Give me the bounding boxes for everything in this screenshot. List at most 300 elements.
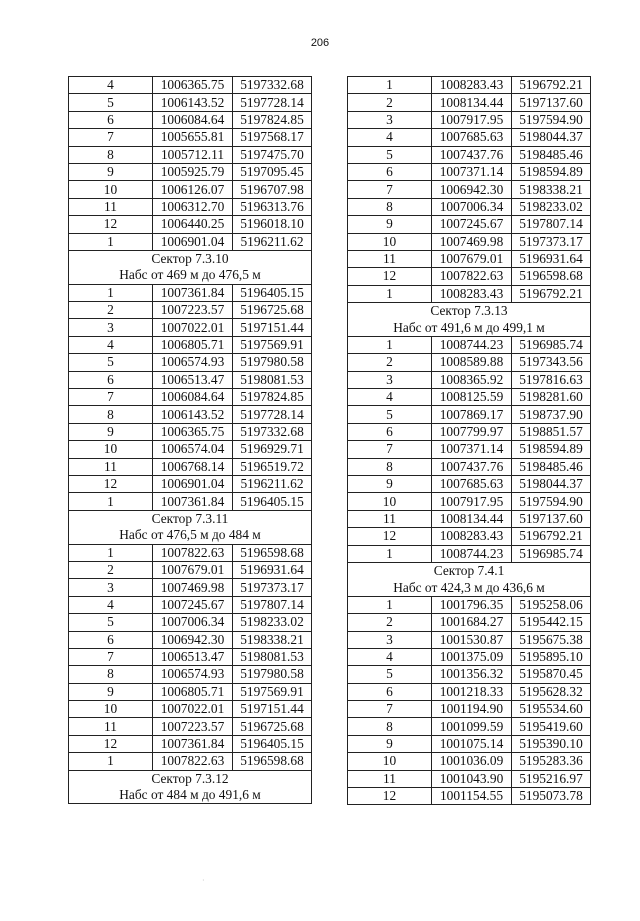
point-number-cell: 9 (69, 683, 153, 700)
sector-range: Набс от 476,5 м до 484 м (69, 527, 312, 544)
table-row (348, 683, 591, 700)
x-coordinate-cell: 1007371.14 (432, 163, 512, 180)
x-coordinate-cell: 1007371.14 (432, 441, 512, 458)
y-coordinate-cell: 5197807.14 (512, 216, 591, 233)
point-number-cell: 2 (69, 302, 153, 319)
x-coordinate-cell: 1007822.63 (153, 753, 233, 770)
point-number-cell: 12 (348, 528, 432, 545)
x-coordinate-cell: 1006513.47 (153, 371, 233, 388)
x-coordinate-cell: 1007799.97 (432, 423, 512, 440)
table-row (69, 475, 312, 492)
point-number-cell: 1 (69, 493, 153, 510)
y-coordinate-cell: 5196519.72 (233, 458, 312, 475)
point-number-cell: 7 (348, 181, 432, 198)
y-coordinate-cell: 5195442.15 (512, 614, 591, 631)
y-coordinate-cell: 5198338.21 (233, 631, 312, 648)
point-number-cell: 8 (348, 198, 432, 215)
table-row (69, 181, 312, 198)
table-row (69, 389, 312, 406)
point-number-cell: 10 (348, 233, 432, 250)
x-coordinate-cell: 1001218.33 (432, 683, 512, 700)
y-coordinate-cell: 5197594.90 (512, 111, 591, 128)
sector-header-row (69, 770, 312, 787)
table-row (69, 718, 312, 735)
point-number-cell: 8 (69, 406, 153, 423)
table-row (348, 250, 591, 267)
x-coordinate-cell: 1006768.14 (153, 458, 233, 475)
table-row (69, 666, 312, 683)
y-coordinate-cell: 5196985.74 (512, 545, 591, 562)
point-number-cell: 6 (69, 371, 153, 388)
x-coordinate-cell: 1006574.04 (153, 441, 233, 458)
sector-range: Набс от 469 м до 476,5 м (69, 267, 312, 284)
x-coordinate-cell: 1006084.64 (153, 389, 233, 406)
point-number-cell: 6 (348, 683, 432, 700)
table-row (348, 596, 591, 613)
table-row (348, 198, 591, 215)
y-coordinate-cell: 5196931.64 (512, 250, 591, 267)
x-coordinate-cell: 1006942.30 (432, 181, 512, 198)
table-row (348, 735, 591, 752)
y-coordinate-cell: 5195283.36 (512, 753, 591, 770)
x-coordinate-cell: 1006942.30 (153, 631, 233, 648)
x-coordinate-cell: 1006365.75 (153, 423, 233, 440)
point-number-cell: 6 (69, 111, 153, 128)
point-number-cell: 5 (348, 666, 432, 683)
y-coordinate-cell: 5195534.60 (512, 701, 591, 718)
sector-header-row (69, 250, 312, 267)
table-row (69, 423, 312, 440)
y-coordinate-cell: 5196211.62 (233, 233, 312, 250)
point-number-cell: 5 (69, 354, 153, 371)
x-coordinate-cell: 1008589.88 (432, 354, 512, 371)
x-coordinate-cell: 1001356.32 (432, 666, 512, 683)
y-coordinate-cell: 5198485.46 (512, 146, 591, 163)
table-row (69, 146, 312, 163)
table-row (348, 753, 591, 770)
y-coordinate-cell: 5197475.70 (233, 146, 312, 163)
y-coordinate-cell: 5196598.68 (233, 544, 312, 561)
x-coordinate-cell: 1007917.95 (432, 111, 512, 128)
x-coordinate-cell: 1008283.43 (432, 285, 512, 302)
point-number-cell: 8 (348, 718, 432, 735)
sector-header-row (69, 787, 312, 804)
y-coordinate-cell: 5196985.74 (512, 336, 591, 353)
x-coordinate-cell: 1007022.01 (153, 701, 233, 718)
table-row (348, 458, 591, 475)
table-row (348, 493, 591, 510)
table-row (348, 94, 591, 111)
x-coordinate-cell: 1006805.71 (153, 683, 233, 700)
point-number-cell: 12 (69, 216, 153, 233)
y-coordinate-cell: 5195258.06 (512, 596, 591, 613)
y-coordinate-cell: 5198044.37 (512, 129, 591, 146)
page-number: 206 (310, 37, 330, 49)
table-row (348, 233, 591, 250)
table-row (348, 336, 591, 353)
point-number-cell: 7 (69, 389, 153, 406)
x-coordinate-cell: 1007469.98 (153, 579, 233, 596)
point-number-cell: 1 (69, 753, 153, 770)
y-coordinate-cell: 5197332.68 (233, 423, 312, 440)
x-coordinate-cell: 1006143.52 (153, 406, 233, 423)
sector-range: Набс от 491,6 м до 499,1 м (348, 319, 591, 336)
x-coordinate-cell: 1006143.52 (153, 94, 233, 111)
table-row (69, 561, 312, 578)
table-row (348, 268, 591, 285)
sector-header-row (348, 303, 591, 320)
x-coordinate-cell: 1001684.27 (432, 614, 512, 631)
y-coordinate-cell: 5196211.62 (233, 475, 312, 492)
x-coordinate-cell: 1007679.01 (432, 250, 512, 267)
x-coordinate-cell: 1007469.98 (432, 233, 512, 250)
y-coordinate-cell: 5198338.21 (512, 181, 591, 198)
y-coordinate-cell: 5196313.76 (233, 198, 312, 215)
x-coordinate-cell: 1006901.04 (153, 475, 233, 492)
y-coordinate-cell: 5196725.68 (233, 302, 312, 319)
table-row (348, 441, 591, 458)
point-number-cell: 12 (69, 475, 153, 492)
table-row (69, 111, 312, 128)
sector-range: Набс от 484 м до 491,6 м (69, 787, 312, 804)
x-coordinate-cell: 1008134.44 (432, 510, 512, 527)
y-coordinate-cell: 5198281.60 (512, 389, 591, 406)
table-row (348, 788, 591, 805)
point-number-cell: 4 (348, 129, 432, 146)
y-coordinate-cell: 5196931.64 (233, 561, 312, 578)
y-coordinate-cell: 5197569.91 (233, 683, 312, 700)
point-number-cell: 10 (69, 441, 153, 458)
y-coordinate-cell: 5198044.37 (512, 475, 591, 492)
point-number-cell: 1 (69, 284, 153, 301)
table-row (69, 198, 312, 215)
table-row (69, 163, 312, 180)
x-coordinate-cell: 1007917.95 (432, 493, 512, 510)
table-row (69, 406, 312, 423)
point-number-cell: 6 (69, 631, 153, 648)
x-coordinate-cell: 1001099.59 (432, 718, 512, 735)
point-number-cell: 12 (69, 735, 153, 752)
sector-header-row (69, 510, 312, 527)
y-coordinate-cell: 5197151.44 (233, 701, 312, 718)
x-coordinate-cell: 1008365.92 (432, 371, 512, 388)
x-coordinate-cell: 1001796.35 (432, 596, 512, 613)
sector-title: Сектор 7.3.10 (69, 250, 312, 267)
x-coordinate-cell: 1007822.63 (153, 544, 233, 561)
x-coordinate-cell: 1008125.59 (432, 389, 512, 406)
table-row (348, 285, 591, 302)
sector-title: Сектор 7.3.13 (348, 303, 591, 320)
point-number-cell: 4 (348, 648, 432, 665)
point-number-cell: 10 (348, 493, 432, 510)
table-row (348, 216, 591, 233)
table-row (69, 648, 312, 665)
table-row (69, 319, 312, 336)
y-coordinate-cell: 5198594.89 (512, 441, 591, 458)
y-coordinate-cell: 5197816.63 (512, 371, 591, 388)
x-coordinate-cell: 1007245.67 (432, 216, 512, 233)
sector-title: Сектор 7.3.12 (69, 770, 312, 787)
y-coordinate-cell: 5197137.60 (512, 510, 591, 527)
point-number-cell: 11 (69, 458, 153, 475)
sector-header-row (348, 562, 591, 579)
table-row (69, 753, 312, 770)
x-coordinate-cell: 1001043.90 (432, 770, 512, 787)
y-coordinate-cell: 5197568.17 (233, 129, 312, 146)
y-coordinate-cell: 5195895.10 (512, 648, 591, 665)
table-row (348, 111, 591, 128)
table-row (69, 354, 312, 371)
point-number-cell: 11 (348, 250, 432, 267)
x-coordinate-cell: 1006126.07 (153, 181, 233, 198)
point-number-cell: 1 (69, 233, 153, 250)
x-coordinate-cell: 1007006.34 (153, 614, 233, 631)
table-row (348, 475, 591, 492)
point-number-cell: 2 (348, 94, 432, 111)
point-number-cell: 6 (348, 163, 432, 180)
table-row (69, 216, 312, 233)
x-coordinate-cell: 1006574.93 (153, 666, 233, 683)
y-coordinate-cell: 5198233.02 (512, 198, 591, 215)
y-coordinate-cell: 5196405.15 (233, 284, 312, 301)
y-coordinate-cell: 5198851.57 (512, 423, 591, 440)
point-number-cell: 3 (69, 579, 153, 596)
table-row (348, 510, 591, 527)
point-number-cell: 1 (348, 545, 432, 562)
x-coordinate-cell: 1006901.04 (153, 233, 233, 250)
table-row (348, 423, 591, 440)
point-number-cell: 9 (348, 216, 432, 233)
x-coordinate-cell: 1008283.43 (432, 77, 512, 94)
x-coordinate-cell: 1007223.57 (153, 302, 233, 319)
y-coordinate-cell: 5195628.32 (512, 683, 591, 700)
y-coordinate-cell: 5198081.53 (233, 648, 312, 665)
point-number-cell: 1 (348, 285, 432, 302)
x-coordinate-cell: 1007685.63 (432, 475, 512, 492)
point-number-cell: 5 (69, 94, 153, 111)
point-number-cell: 8 (69, 146, 153, 163)
sector-header-row (69, 267, 312, 284)
sector-header-row (348, 579, 591, 596)
table-row (69, 441, 312, 458)
table-row (348, 389, 591, 406)
table-row (348, 545, 591, 562)
table-row (348, 648, 591, 665)
point-number-cell: 12 (348, 268, 432, 285)
y-coordinate-cell: 5198081.53 (233, 371, 312, 388)
y-coordinate-cell: 5195390.10 (512, 735, 591, 752)
table-row (348, 614, 591, 631)
point-number-cell: 5 (69, 614, 153, 631)
table-row (348, 371, 591, 388)
y-coordinate-cell: 5197980.58 (233, 666, 312, 683)
y-coordinate-cell: 5197824.85 (233, 111, 312, 128)
coordinates-table-left (68, 76, 312, 804)
x-coordinate-cell: 1006365.75 (153, 77, 233, 94)
sector-title: Сектор 7.3.11 (69, 510, 312, 527)
x-coordinate-cell: 1008283.43 (432, 528, 512, 545)
x-coordinate-cell: 1005712.11 (153, 146, 233, 163)
table-row (69, 631, 312, 648)
table-row (348, 528, 591, 545)
y-coordinate-cell: 5195073.78 (512, 788, 591, 805)
x-coordinate-cell: 1007223.57 (153, 718, 233, 735)
point-number-cell: 10 (69, 181, 153, 198)
point-number-cell: 11 (348, 770, 432, 787)
table-row (69, 544, 312, 561)
y-coordinate-cell: 5196598.68 (233, 753, 312, 770)
sector-header-row (348, 319, 591, 336)
x-coordinate-cell: 1001075.14 (432, 735, 512, 752)
point-number-cell: 11 (69, 718, 153, 735)
table-row (69, 596, 312, 613)
y-coordinate-cell: 5197373.17 (233, 579, 312, 596)
x-coordinate-cell: 1007245.67 (153, 596, 233, 613)
point-number-cell: 4 (348, 389, 432, 406)
x-coordinate-cell: 1005655.81 (153, 129, 233, 146)
table-row (69, 371, 312, 388)
y-coordinate-cell: 5197807.14 (233, 596, 312, 613)
x-coordinate-cell: 1007869.17 (432, 406, 512, 423)
y-coordinate-cell: 5196725.68 (233, 718, 312, 735)
x-coordinate-cell: 1007361.84 (153, 493, 233, 510)
x-coordinate-cell: 1007361.84 (153, 284, 233, 301)
point-number-cell: 2 (348, 354, 432, 371)
point-number-cell: 1 (348, 77, 432, 94)
point-number-cell: 4 (69, 336, 153, 353)
x-coordinate-cell: 1006574.93 (153, 354, 233, 371)
y-coordinate-cell: 5197332.68 (233, 77, 312, 94)
table-row (348, 406, 591, 423)
y-coordinate-cell: 5198233.02 (233, 614, 312, 631)
point-number-cell: 8 (348, 458, 432, 475)
point-number-cell: 12 (348, 788, 432, 805)
x-coordinate-cell: 1007437.76 (432, 146, 512, 163)
table-row (69, 735, 312, 752)
x-coordinate-cell: 1006513.47 (153, 648, 233, 665)
table-row (69, 579, 312, 596)
y-coordinate-cell: 5196598.68 (512, 268, 591, 285)
point-number-cell: 7 (348, 701, 432, 718)
point-number-cell: 11 (348, 510, 432, 527)
y-coordinate-cell: 5198485.46 (512, 458, 591, 475)
table-row (348, 77, 591, 94)
x-coordinate-cell: 1008134.44 (432, 94, 512, 111)
point-number-cell: 7 (69, 648, 153, 665)
x-coordinate-cell: 1005925.79 (153, 163, 233, 180)
y-coordinate-cell: 5198594.89 (512, 163, 591, 180)
table-row (69, 94, 312, 111)
table-row (348, 146, 591, 163)
x-coordinate-cell: 1001530.87 (432, 631, 512, 648)
x-coordinate-cell: 1007822.63 (432, 268, 512, 285)
y-coordinate-cell: 5197728.14 (233, 406, 312, 423)
table-row (348, 181, 591, 198)
table-row (69, 77, 312, 94)
x-coordinate-cell: 1008744.23 (432, 545, 512, 562)
y-coordinate-cell: 5197728.14 (233, 94, 312, 111)
y-coordinate-cell: 5196792.21 (512, 528, 591, 545)
table-row (69, 129, 312, 146)
table-row (69, 302, 312, 319)
point-number-cell: 3 (348, 631, 432, 648)
table-row (348, 770, 591, 787)
point-number-cell: 7 (348, 441, 432, 458)
sector-title: Сектор 7.4.1 (348, 562, 591, 579)
point-number-cell: 3 (348, 371, 432, 388)
table-row (348, 718, 591, 735)
table-row (69, 683, 312, 700)
y-coordinate-cell: 5195419.60 (512, 718, 591, 735)
table-row (69, 701, 312, 718)
point-number-cell: 5 (348, 146, 432, 163)
point-number-cell: 1 (348, 596, 432, 613)
y-coordinate-cell: 5197095.45 (233, 163, 312, 180)
point-number-cell: 2 (348, 614, 432, 631)
table-row (69, 284, 312, 301)
y-coordinate-cell: 5198737.90 (512, 406, 591, 423)
point-number-cell: 6 (348, 423, 432, 440)
point-number-cell: 3 (348, 111, 432, 128)
table-row (348, 701, 591, 718)
y-coordinate-cell: 5196792.21 (512, 285, 591, 302)
y-coordinate-cell: 5195675.38 (512, 631, 591, 648)
y-coordinate-cell: 5197151.44 (233, 319, 312, 336)
x-coordinate-cell: 1008744.23 (432, 336, 512, 353)
x-coordinate-cell: 1006805.71 (153, 336, 233, 353)
point-number-cell: 5 (348, 406, 432, 423)
table-row (69, 336, 312, 353)
y-coordinate-cell: 5196018.10 (233, 216, 312, 233)
y-coordinate-cell: 5197137.60 (512, 94, 591, 111)
point-number-cell: 1 (348, 336, 432, 353)
point-number-cell: 1 (69, 544, 153, 561)
table-row (348, 666, 591, 683)
point-number-cell: 10 (69, 701, 153, 718)
y-coordinate-cell: 5196405.15 (233, 493, 312, 510)
x-coordinate-cell: 1001036.09 (432, 753, 512, 770)
x-coordinate-cell: 1001375.09 (432, 648, 512, 665)
point-number-cell: 7 (69, 129, 153, 146)
y-coordinate-cell: 5197594.90 (512, 493, 591, 510)
table-row (348, 631, 591, 648)
point-number-cell: 3 (69, 319, 153, 336)
point-number-cell: 4 (69, 77, 153, 94)
y-coordinate-cell: 5195216.97 (512, 770, 591, 787)
table-row (348, 129, 591, 146)
point-number-cell: 9 (348, 475, 432, 492)
point-number-cell: 8 (69, 666, 153, 683)
point-number-cell: 2 (69, 561, 153, 578)
y-coordinate-cell: 5197343.56 (512, 354, 591, 371)
table-row (69, 233, 312, 250)
y-coordinate-cell: 5197824.85 (233, 389, 312, 406)
point-number-cell: 10 (348, 753, 432, 770)
x-coordinate-cell: 1007361.84 (153, 735, 233, 752)
x-coordinate-cell: 1007679.01 (153, 561, 233, 578)
sector-range: Набс от 424,3 м до 436,6 м (348, 579, 591, 596)
point-number-cell: 11 (69, 198, 153, 215)
y-coordinate-cell: 5196792.21 (512, 77, 591, 94)
table-row (69, 493, 312, 510)
scan-mark: · (202, 876, 205, 885)
x-coordinate-cell: 1007437.76 (432, 458, 512, 475)
sector-header-row (69, 527, 312, 544)
y-coordinate-cell: 5197569.91 (233, 336, 312, 353)
point-number-cell: 9 (69, 423, 153, 440)
x-coordinate-cell: 1007685.63 (432, 129, 512, 146)
x-coordinate-cell: 1006440.25 (153, 216, 233, 233)
